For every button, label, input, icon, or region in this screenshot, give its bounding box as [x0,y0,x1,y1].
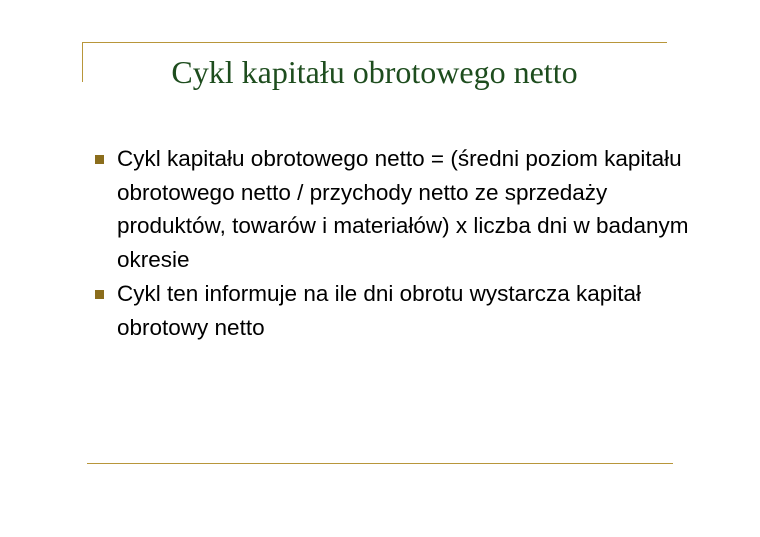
bullet-item [95,142,695,276]
square-bullet-icon [95,155,104,164]
square-bullet-icon [95,290,104,299]
frame-top-rule [82,42,667,43]
slide-title: Cykl kapitału obrotowego netto [171,54,578,90]
bullet-item [95,277,695,344]
frame-bottom-rule [87,463,673,464]
bullet-list [95,142,695,345]
bullet-text: Cykl ten informuje na ile dni obrotu wystarcza kapitał obrotowy netto [117,281,641,340]
bullet-text: Cykl kapitału obrotowego netto = (średni poziom kapitału obrotowego netto / przychody netto ze sprzedaży produktów, towarów i materiałów) x liczba dni w badanym okresie [117,146,689,272]
